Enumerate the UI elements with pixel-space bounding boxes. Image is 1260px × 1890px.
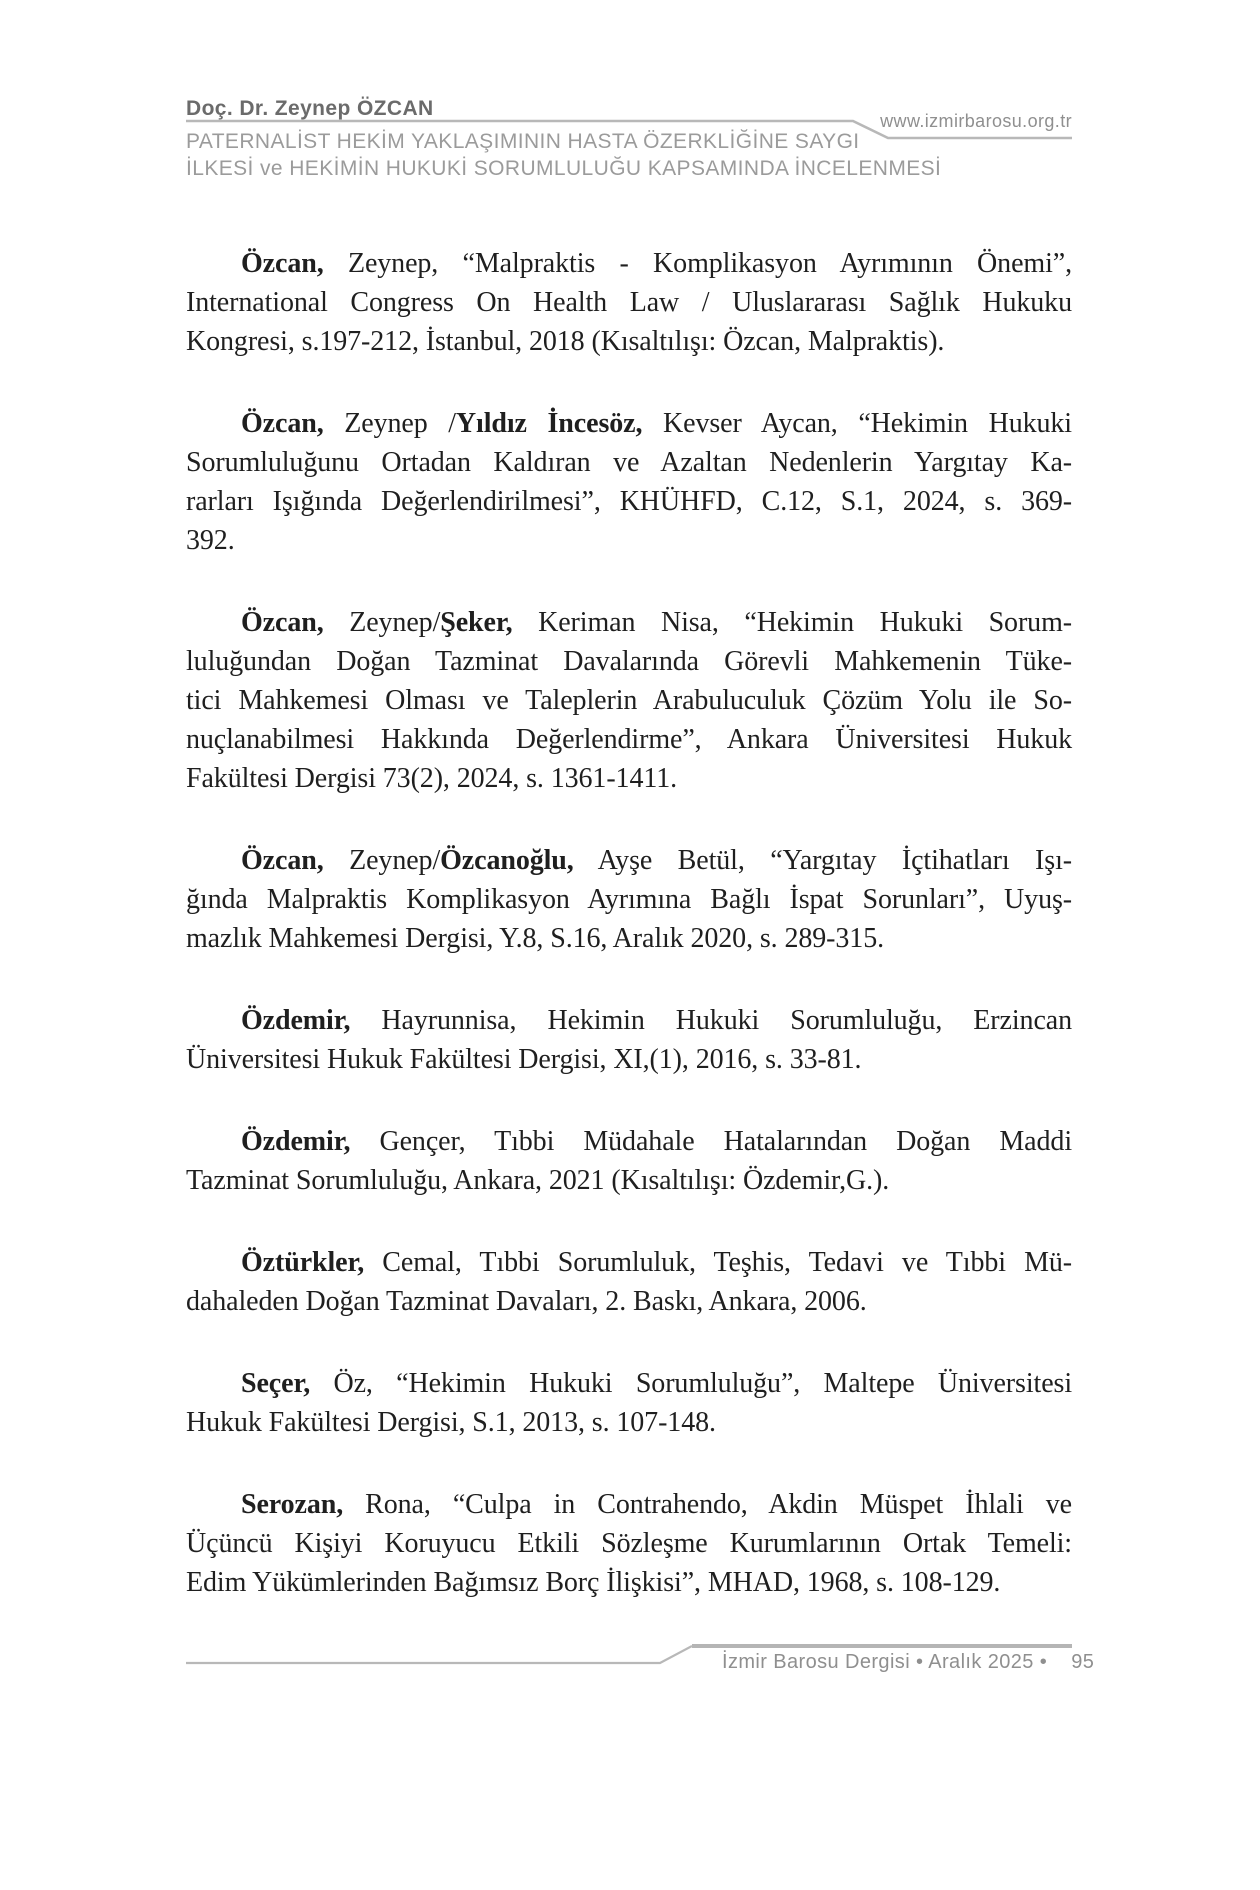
journal-website-url: www.izmirbarosu.org.tr (880, 111, 1072, 131)
entry-line (186, 720, 1072, 759)
entry-line (186, 283, 1072, 322)
entry-text-segment: Edim Yükümlerinden Bağımsız Borç İlişkisi”, MHAD, 1968, s. 108-129. (186, 1567, 1001, 1598)
entry-text-segment: Sorumluluğunu Ortadan Kaldıran ve Azaltan Nedenlerin Yargıtay Ka- (186, 447, 1072, 478)
entry-line (186, 1485, 1072, 1524)
entry-author-segment: Özdemir, (241, 1005, 351, 1036)
entry-text-segment: Zeynep/ (323, 845, 441, 876)
bibliography (186, 244, 1072, 1645)
article-title-line2: İLKESİ ve HEKİMİN HUKUKİ SORUMLULUĞU KAPSAMINDA İNCELENMESİ (186, 157, 942, 180)
entry-line (186, 322, 1072, 361)
entry-line (186, 1282, 1072, 1321)
entry-text-segment: Üçüncü Kişiyi Koruyucu Etkili Sözleşme Kurumlarının Ortak Temeli: (186, 1528, 1072, 1559)
entry-text-segment: Kongresi, s.197-212, İstanbul, 2018 (Kısaltılışı: Özcan, Malpraktis). (186, 326, 945, 357)
entry-author-segment: Özcan, (241, 408, 324, 439)
entry-text-segment: dahaleden Doğan Tazminat Davaları, 2. Baskı, Ankara, 2006. (186, 1286, 867, 1317)
bibliography-entry (186, 1001, 1072, 1079)
entry-line (186, 841, 1072, 880)
entry-author-segment: Yıldız İncesöz, (455, 408, 643, 439)
bibliography-entry (186, 404, 1072, 560)
entry-line (186, 1122, 1072, 1161)
entry-text-segment: 392. (186, 525, 235, 556)
bibliography-entry (186, 841, 1072, 958)
entry-line (186, 404, 1072, 443)
entry-author-segment: Serozan, (241, 1489, 344, 1520)
entry-line (186, 482, 1072, 521)
entry-line (186, 443, 1072, 482)
entry-line (186, 642, 1072, 681)
entry-text-segment: Hayrunnisa, Hekimin Hukuki Sorumluluğu, Erzincan (350, 1005, 1072, 1036)
entry-text-segment: rarları Işığında Değerlendirilmesi”, KHÜHFD, C.12, S.1, 2024, s. 369- (186, 486, 1072, 517)
entry-text-segment: Cemal, Tıbbi Sorumluluk, Teşhis, Tedavi ve Tıbbi Mü- (364, 1247, 1072, 1278)
entry-text-segment: Kevser Aycan, “Hekimin Hukuki (642, 408, 1072, 439)
entry-line (186, 681, 1072, 720)
entry-text-segment: ğında Malpraktis Komplikasyon Ayrımına Bağlı İspat Sorunları”, Uyuş- (186, 884, 1072, 915)
entry-line (186, 244, 1072, 283)
entry-text-segment: Tazminat Sorumluluğu, Ankara, 2021 (Kısaltılışı: Özdemir,G.). (186, 1165, 890, 1196)
entry-text-segment: Zeynep, “Malpraktis - Komplikasyon Ayrımının Önemi”, (323, 248, 1072, 279)
entry-author-segment: Özcanoğlu, (440, 845, 574, 876)
entry-text-segment: Öz, “Hekimin Hukuki Sorumluluğu”, Maltepe Üniversitesi (310, 1368, 1072, 1399)
article-title-line1: PATERNALİST HEKİM YAKLAŞIMININ HASTA ÖZERKLİĞİNE SAYGI (186, 130, 860, 153)
entry-author-segment: Özcan, (241, 607, 324, 638)
entry-line (186, 1563, 1072, 1602)
entry-author-segment: Özcan, (241, 845, 324, 876)
entry-line (186, 759, 1072, 798)
entry-text-segment: nuçlanabilmesi Hakkında Değerlendirme”, Ankara Üniversitesi Hukuk (186, 724, 1072, 755)
entry-text-segment: Zeynep / (323, 408, 456, 439)
entry-text-segment: Fakültesi Dergisi 73(2), 2024, s. 1361-1411. (186, 763, 678, 794)
entry-line (186, 521, 1072, 560)
entry-author-segment: Şeker, (440, 607, 513, 638)
entry-line (186, 1243, 1072, 1282)
entry-author-segment: Özdemir, (241, 1126, 351, 1157)
entry-line (186, 1161, 1072, 1200)
entry-line (186, 1001, 1072, 1040)
entry-text-segment: tici Mahkemesi Olması ve Taleplerin Arabuluculuk Çözüm Yolu ile So- (186, 685, 1072, 716)
entry-line (186, 1403, 1072, 1442)
entry-text-segment: Keriman Nisa, “Hekimin Hukuki Sorum- (512, 607, 1072, 638)
bibliography-entry (186, 244, 1072, 361)
journal-name-date: İzmir Barosu Dergisi • Aralık 2025 • (722, 1651, 1048, 1673)
entry-text-segment: luluğundan Doğan Tazminat Davalarında Görevli Mahkemenin Tüke- (186, 646, 1072, 677)
entry-text-segment: Üniversitesi Hukuk Fakültesi Dergisi, XI,(1), 2016, s. 33-81. (186, 1044, 862, 1075)
entry-text-segment: Gençer, Tıbbi Müdahale Hatalarından Doğan Maddi (350, 1126, 1072, 1157)
entry-line (186, 1364, 1072, 1403)
page-number: 95 (1071, 1651, 1095, 1673)
page-footer (722, 1651, 1094, 1674)
entry-line (186, 919, 1072, 958)
entry-text-segment: Zeynep/ (323, 607, 441, 638)
entry-author-segment: Seçer, (241, 1368, 311, 1399)
bibliography-entry (186, 1243, 1072, 1321)
entry-text-segment: mazlık Mahkemesi Dergisi, Y.8, S.16, Aralık 2020, s. 289-315. (186, 923, 885, 954)
page-header (186, 98, 1072, 182)
bibliography-entry (186, 1485, 1072, 1602)
bibliography-entry (186, 603, 1072, 798)
entry-text-segment: International Congress On Health Law / Uluslararası Sağlık Hukuku (186, 287, 1072, 318)
entry-line (186, 1524, 1072, 1563)
entry-text-segment: Hukuk Fakültesi Dergisi, S.1, 2013, s. 107-148. (186, 1407, 716, 1438)
entry-text-segment: Ayşe Betül, “Yargıtay İçtihatları Işı- (573, 845, 1072, 876)
entry-line (186, 1040, 1072, 1079)
author-name: Doç. Dr. Zeynep ÖZCAN (186, 97, 434, 120)
bibliography-entry (186, 1122, 1072, 1200)
entry-text-segment: Rona, “Culpa in Contrahendo, Akdin Müspet İhlali ve (343, 1489, 1072, 1520)
entry-line (186, 603, 1072, 642)
entry-author-segment: Özcan, (241, 248, 324, 279)
entry-line (186, 880, 1072, 919)
entry-author-segment: Öztürkler, (241, 1247, 365, 1278)
bibliography-entry (186, 1364, 1072, 1442)
